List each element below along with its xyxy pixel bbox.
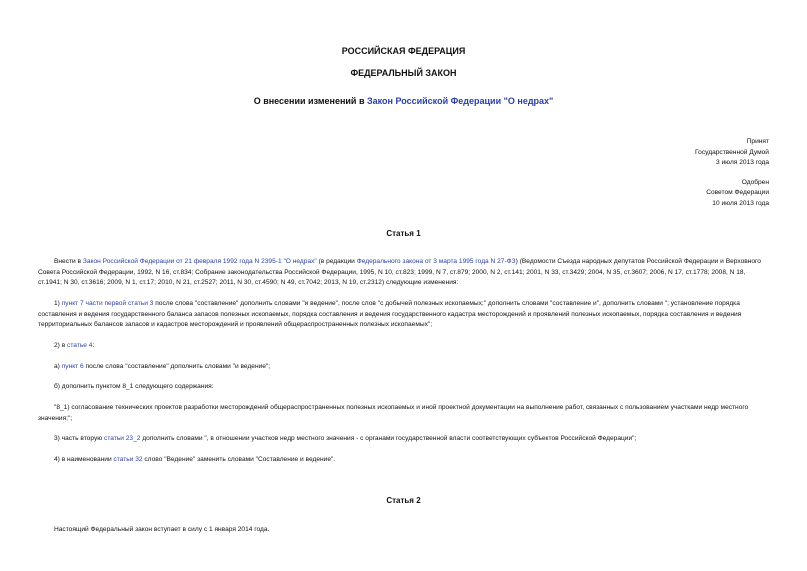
item-2b-quote: "8_1) согласование технических проектов разработки месторождений общераспространенных полезных ископаемых и иной проектной документации на выполнение работ, связанных с пользованием участками недр местного значения;"; <box>38 404 749 422</box>
item-1: 1) пункт 7 части первой статьи 3 после слова "составление" дополнить словами "и ведение", после слов "с добычей полезных ископаемых;" дополнить словами "составление и", дополнить словами "; установление порядка составления и ведения государственного баланса запасов полезных ископаемых, порядка составления и ведения государственного кадастра месторождений и проявлений полезных ископаемых, порядка составления и ведения территориальных балансов запасов и кадастров месторождений и проявлений общераспространенных полезных ископаемых"; <box>38 300 742 328</box>
article1-intro: Внести в Закон Российской Федерации от 21 февраля 1992 года N 2395-1 "О недрах" (в редакции Федерального закона от 3 марта 1995 года N 27-ФЗ) (Ведомости Съезда народных депутатов Российской Федерации и Верховного Совета Российской Федерации, 1992, N 16, ст.834; Собрание законодательства Российской Федерации, 1995, N 10, ст.823; 1999, N 7, ст.879; 2000, N 2, ст.141; 2001, N 33, ст.3429; 2004, N 35, ст.3607; 2006, N 17, ст.1778; 2008, N 18, ст.1941; N 30, ст.3616; 2009, N 1, ст.17; 2010, N 21, ст.2527; 2011, N 30, ст.4590; N 49, ст.7042; 2013, N 19, ст.2312) следующие изменения: <box>38 258 761 286</box>
item-2: 2) в статье 4: <box>54 342 95 349</box>
accepted-label: Принят <box>746 138 769 145</box>
law-subject <box>0 96 807 106</box>
country-title: РОССИЙСКАЯ ФЕДЕРАЦИЯ <box>341 46 466 56</box>
item-3: 3) часть вторую статьи 23_2 дополнить словами ", в отношении участков недр местного значения - с органами государственной власти соответствующих субъектов Российской Федерации"; <box>54 435 637 442</box>
item-4-link[interactable]: статьи 32 <box>113 456 143 463</box>
subject-link[interactable]: Закон Российской Федерации "О недрах" <box>366 96 554 106</box>
item-4: 4) в наименовании статьи 32 слово "Ведение" заменить словами "Составление и ведение". <box>54 456 336 463</box>
adoption-block <box>695 137 769 209</box>
law-type-title: ФЕДЕРАЛЬНЫЙ ЗАКОН <box>350 68 457 78</box>
article2-text: Настоящий Федеральный закон вступает в силу с 1 января 2014 года. <box>54 526 270 533</box>
article2-heading: Статья 2 <box>386 496 421 505</box>
item-2b: б) дополнить пунктом 8_1 следующего содержания: <box>54 383 214 390</box>
subject-prefix: О внесении изменений в <box>253 96 367 106</box>
law-link[interactable]: Закон Российской Федерации от 21 февраля 1992 года N 2395-1 "О недрах" <box>82 258 317 265</box>
article1-heading: Статья 1 <box>386 229 421 238</box>
accepted-date: 3 июля 2013 года <box>715 159 769 166</box>
amendment-law-link[interactable]: Федерального закона от 3 марта 1995 года N 27-ФЗ <box>356 258 516 265</box>
approved-by: Советом Федерации <box>706 189 769 196</box>
item-1-link[interactable]: пункт 7 части первой статьи 3 <box>61 300 154 307</box>
item-2-link[interactable]: статье 4 <box>67 342 93 349</box>
item-2a-link[interactable]: пункт 6 <box>61 363 84 370</box>
item-2a: а) пункт 6 после слова "составление" дополнить словами "и ведение"; <box>54 363 271 370</box>
approved-label: Одобрен <box>741 178 769 186</box>
accepted-by: Государственной Думой <box>695 148 769 156</box>
approved-date: 10 июля 2013 года <box>712 199 769 207</box>
item-3-link[interactable]: статьи 23_2 <box>104 435 141 442</box>
